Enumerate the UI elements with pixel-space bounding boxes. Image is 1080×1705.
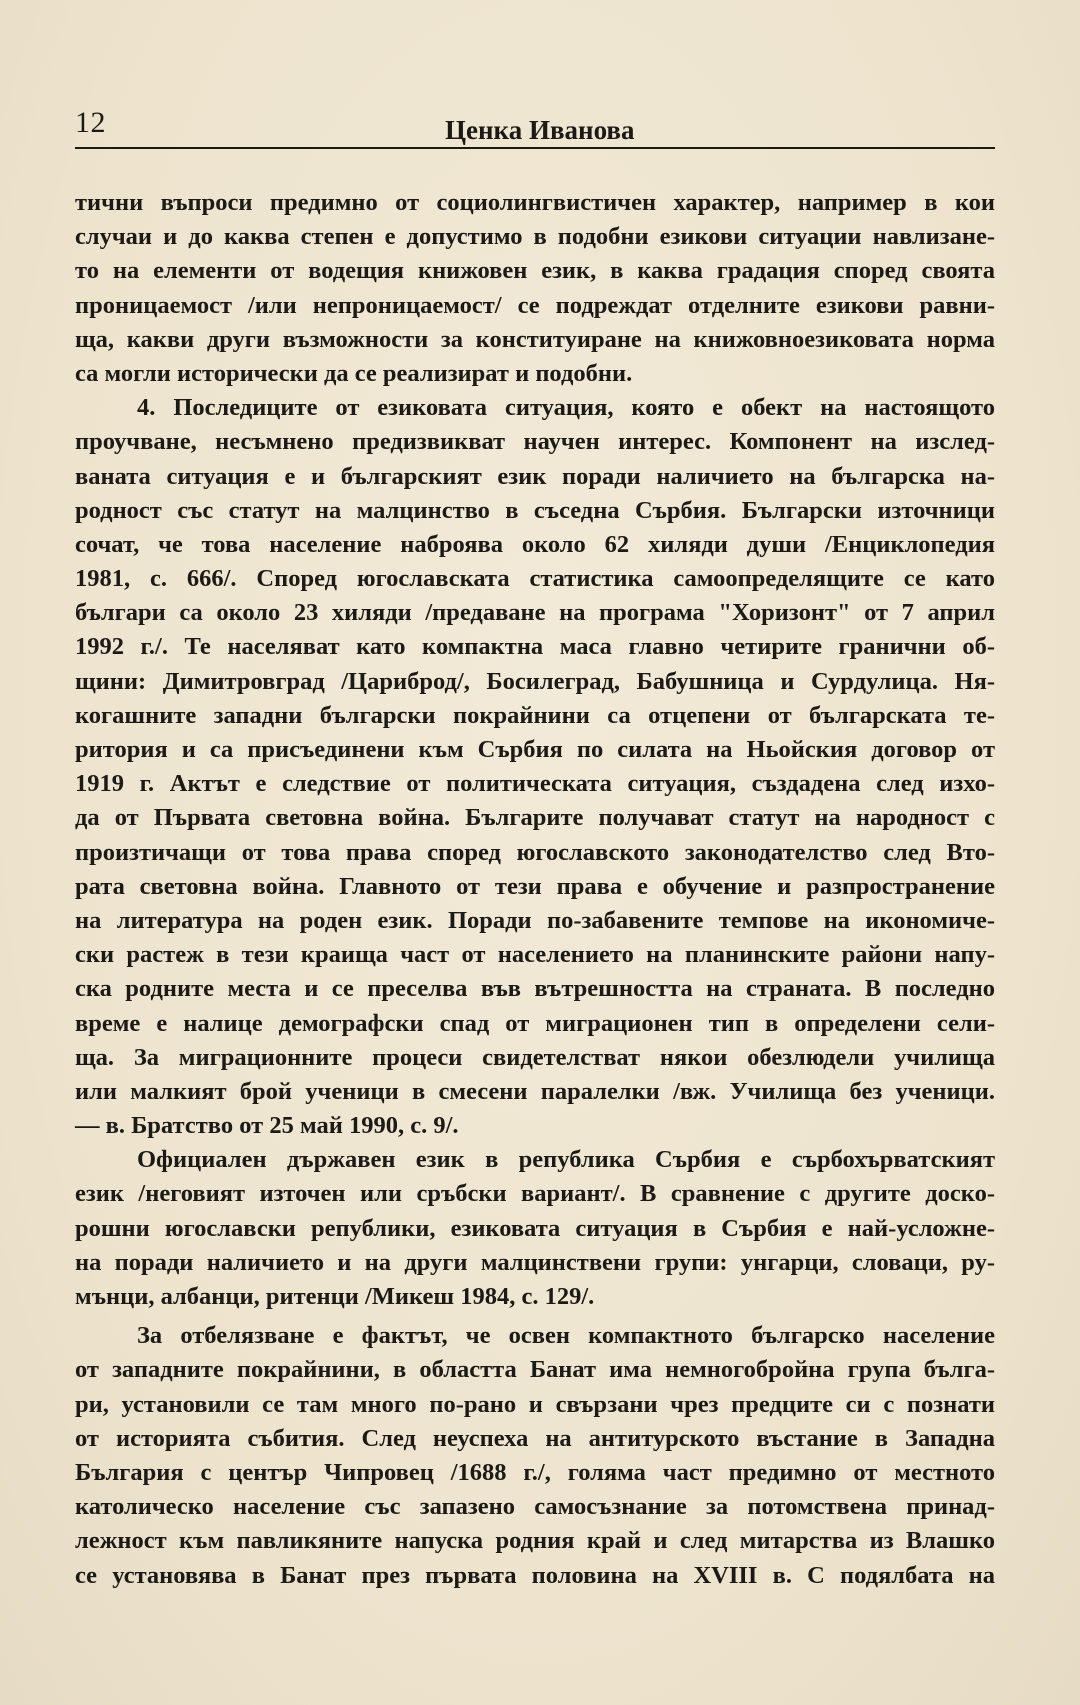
text-line: произтичащи от това права според югославското законодателство след Вто- — [75, 838, 995, 866]
text-line: България с център Чипровец /1688 г./, голяма част предимно от местното — [75, 1458, 995, 1486]
text-line: 1981, с. 666/. Според югославската статистика самоопределящите се като — [75, 565, 995, 593]
text-line: език /неговият източен или сръбски вариант/. В сравнение с другите доско- — [75, 1180, 995, 1208]
paragraph — [75, 391, 995, 1143]
page-header — [75, 100, 995, 146]
text-line: ритория и са присъединени към Сърбия по силата на Ньойския договор от — [75, 736, 995, 763]
text-line: ска родните места и се преселва във вътрешността на страната. В последно — [75, 975, 995, 1003]
text-line: то на елементи от водещия книжовен език, в каква градация според своята — [75, 257, 995, 285]
text-line: лежност към павликяните напуска родния край и след митарства из Влашко — [75, 1527, 995, 1555]
running-head: Ценка Иванова — [445, 115, 635, 145]
text-line: Официален държавен език в република Сърбия е сърбохърватският — [137, 1146, 995, 1174]
text-line: ща. За миграционните процеси свидетелстват някои обезлюдели училища — [75, 1043, 995, 1071]
text-line: случаи и до каква степен е допустимо в подобни езикови ситуации навлизане- — [75, 223, 995, 251]
text-line: щини: Димитровград /Цариброд/, Босилеград, Бабушница и Сурдулица. Ня- — [75, 667, 995, 695]
text-line: ща, какви други възможности за конституиране на книжовноезиковата норма — [75, 325, 995, 353]
paragraph — [75, 1143, 995, 1314]
text-line: рата световна война. Главното от тези права е обучение и разпространение — [75, 872, 995, 900]
paragraph — [75, 186, 995, 391]
text-line: мънци, албанци, ритенци /Микеш 1984, с. 129/. — [75, 1283, 595, 1310]
paragraph — [75, 1319, 995, 1593]
text-line: ски растеж в тези краища част от населението на планинските райони напу- — [75, 941, 995, 969]
text-line: тични въпроси предимно от социолингвистичен характер, например в кои — [75, 189, 995, 216]
text-line: от историята събития. След неуспеха на антитурското въстание в Западна — [75, 1424, 995, 1452]
header-rule — [75, 147, 995, 149]
text-line: от западните покрайнини, в областта Банат има немногобройна група бълга- — [75, 1356, 995, 1384]
text-line: българи са около 23 хиляди /предаване на програма "Хоризонт" от 7 април — [75, 599, 995, 627]
text-line: време е налице демографски спад от миграционен тип в определени сели- — [75, 1009, 995, 1037]
text-line: — в. Братство от 25 май 1990, с. 9/. — [75, 1112, 459, 1140]
text-line: когашните западни български покрайнини са отцепени от българската те- — [75, 701, 995, 729]
text-line: на литература на роден език. Поради по-забавените темпове на икономиче- — [75, 906, 995, 934]
text-line: родност със статут на малцинство в съседна Сърбия. Български източници — [75, 496, 995, 524]
text-line: ри, установили се там много по-рано и свързани чрез предците си с познати — [75, 1390, 995, 1418]
text-line: католическо население със запазено самосъзнание за потомствена принад- — [75, 1493, 995, 1521]
text-line: се установява в Банат през първата половина на XVIII в. С подялбата на — [75, 1561, 995, 1589]
text-line: 1919 г. Актът е следствие от политическата ситуация, създадена след изхо- — [75, 770, 995, 798]
text-line: да от Първата световна война. Българите получават статут на народност с — [75, 804, 995, 832]
text-line: За отбелязване е фактът, че освен компактното българско население — [137, 1322, 995, 1350]
text-line: 1992 г./. Те населяват като компактна маса главно четирите гранични об- — [75, 633, 995, 661]
body-text — [75, 186, 995, 1593]
text-line: на поради наличието и на други малцинствени групи: унгарци, словаци, ру- — [75, 1248, 995, 1276]
text-line: 4. Последиците от езиковата ситуация, която е обект на настоящото — [137, 394, 995, 422]
text-line: проницаемост /или непроницаемост/ се подреждат отделните езикови равни- — [75, 291, 995, 319]
page-number: 12 — [75, 106, 106, 139]
text-line: или малкият брой ученици в смесени паралелки /вж. Училища без ученици. — [75, 1077, 995, 1105]
text-line: са могли исторически да се реализират и подобни. — [75, 359, 633, 387]
text-line: ваната ситуация е и българският език поради наличието на българска на- — [75, 462, 995, 490]
text-line: проучване, несъмнено предизвикват научен интерес. Компонент на изслед- — [75, 428, 995, 456]
text-line: рошни югославски републики, езиковата ситуация в Сърбия е най-усложне- — [75, 1214, 995, 1242]
text-line: сочат, че това население наброява около 62 хиляди души /Енциклопедия — [75, 530, 995, 558]
